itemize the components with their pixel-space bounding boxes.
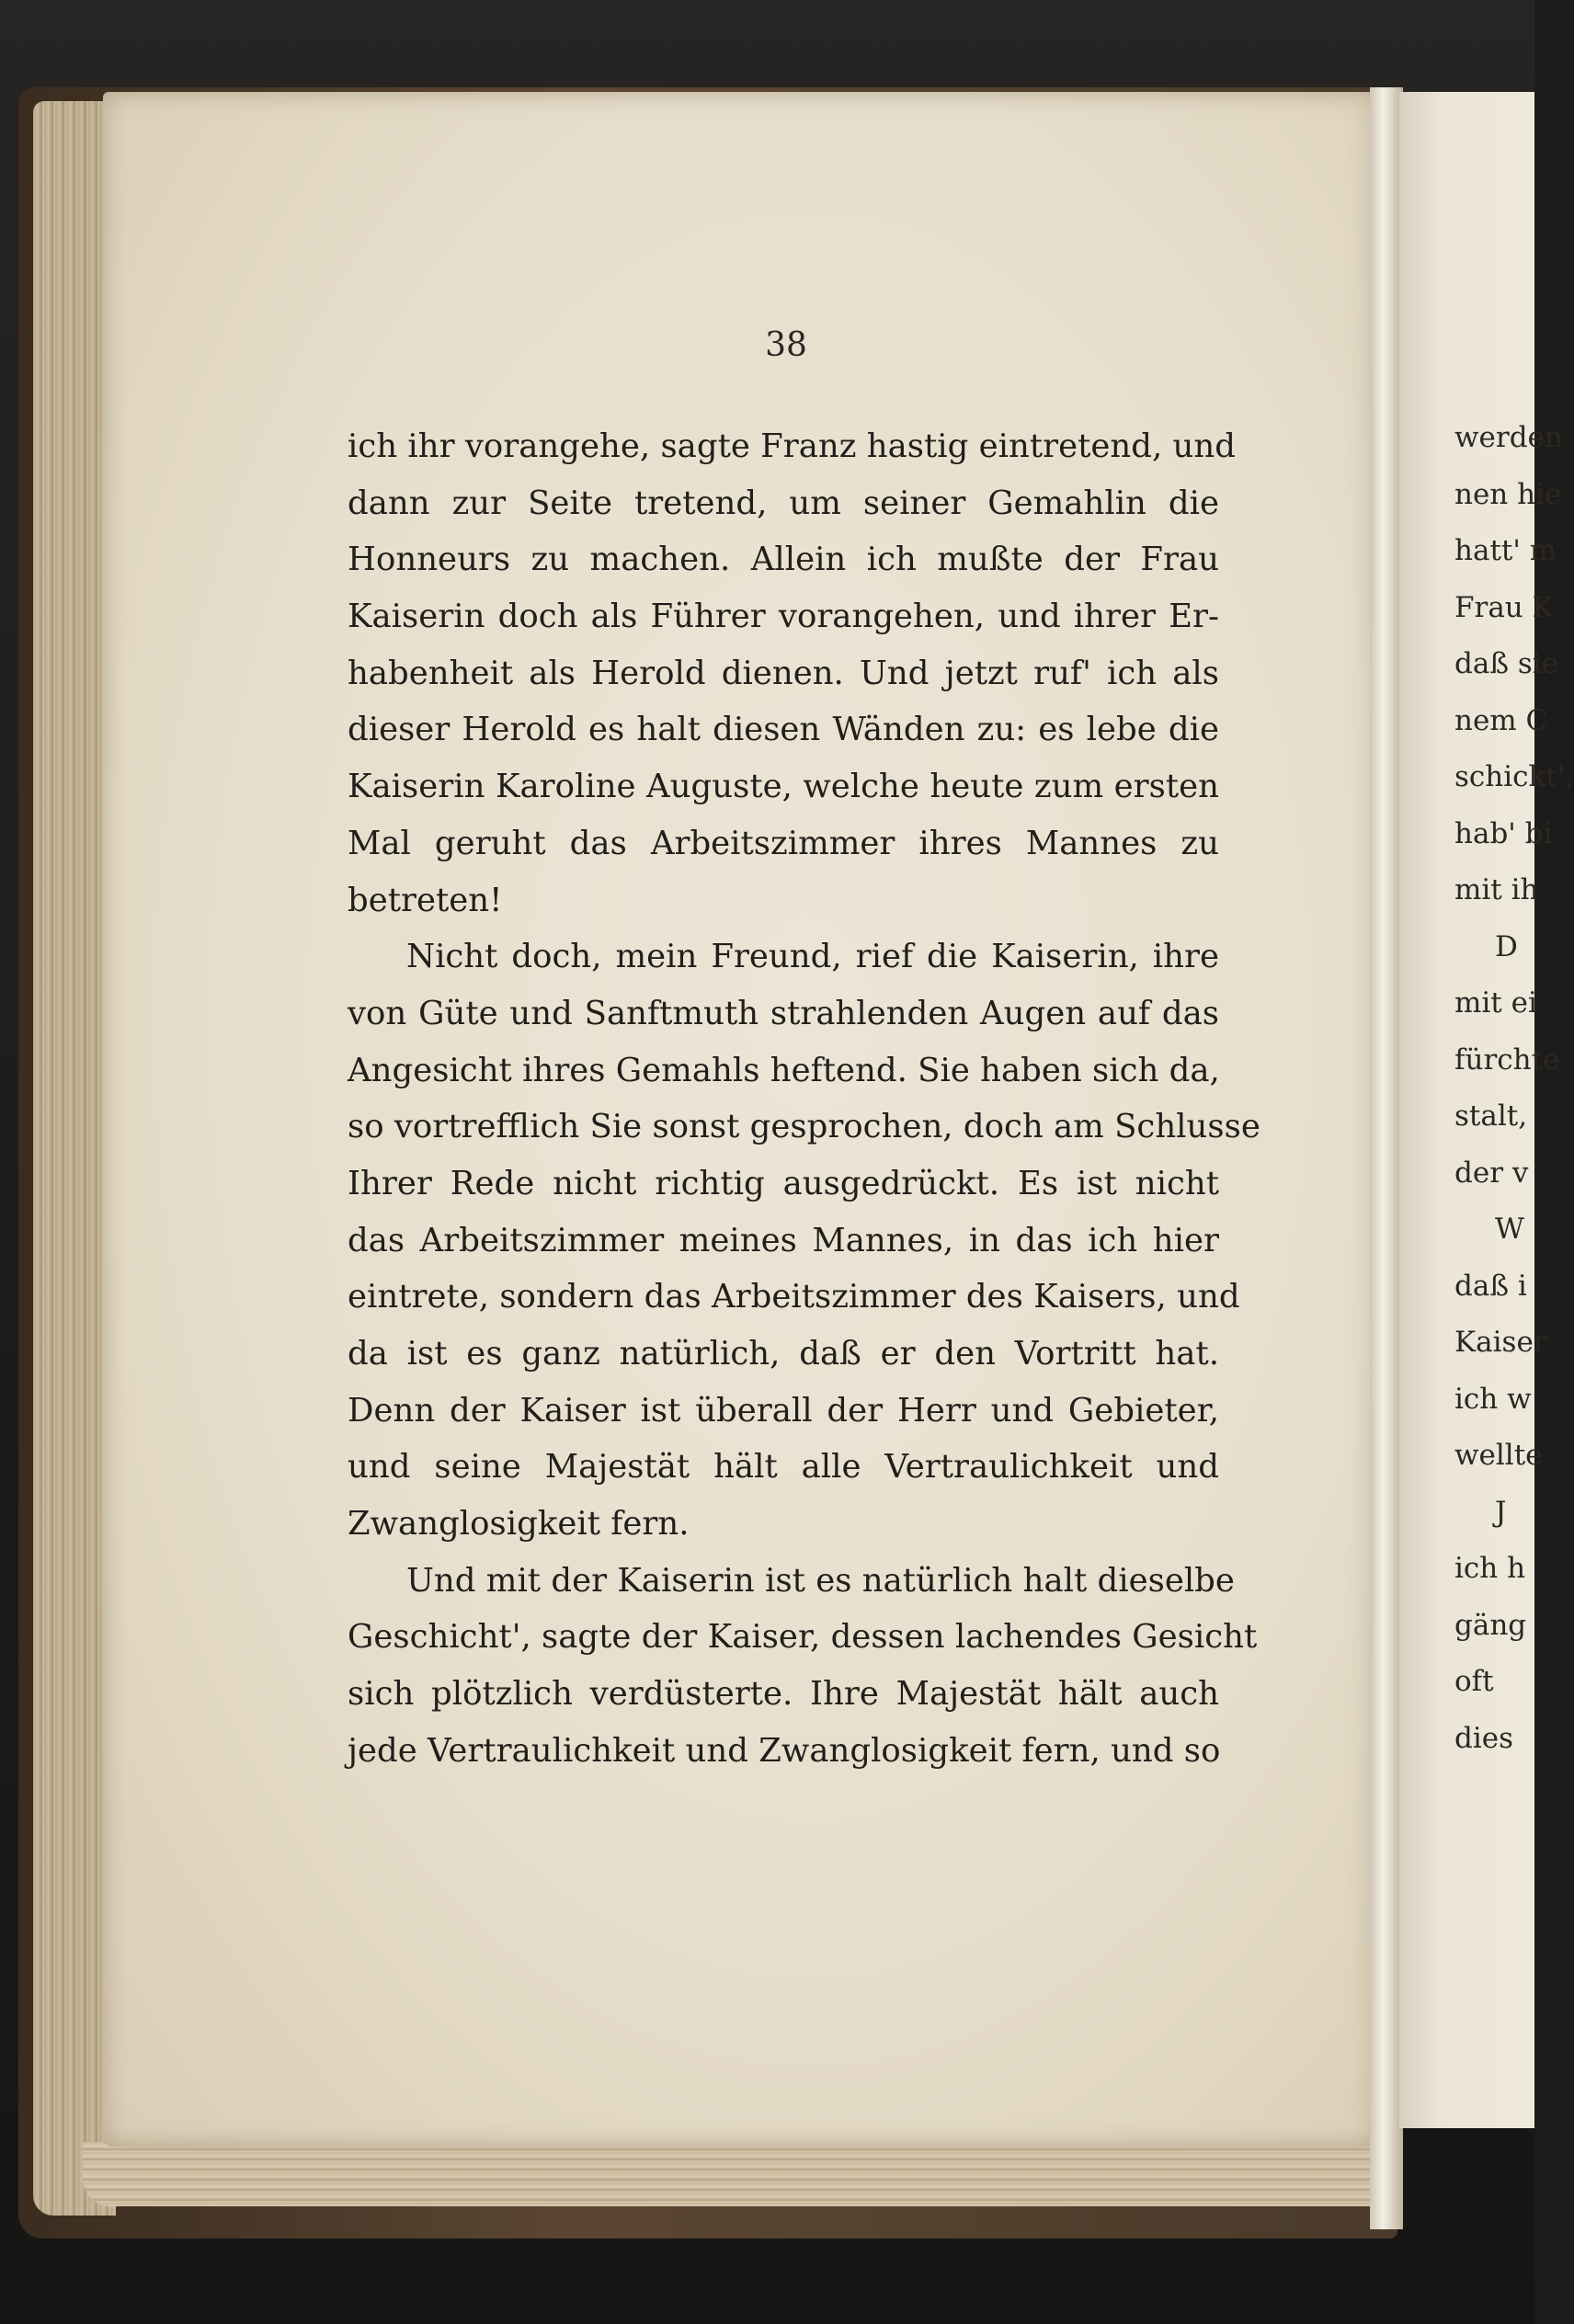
text-line: so vortrefflich Sie sonst gesprochen, doch am Schlusse [348, 1108, 1260, 1146]
fragment-line: hatt' m [1454, 534, 1557, 567]
book-gutter [1370, 87, 1403, 2229]
text-line: Nicht doch, mein Freund, rief die Kaiserin, ihre [406, 938, 1219, 976]
text-line: Kaiserin Karoline Auguste, welche heute zum ersten [348, 768, 1219, 806]
fragment-line: Kaiser [1454, 1326, 1547, 1359]
text-line: ich ihr vorangehe, sagte Franz hastig eintretend, und [348, 427, 1236, 465]
text-line: dieser Herold es halt diesen Wänden zu: es lebe die [348, 711, 1219, 749]
fragment-line: werden [1454, 421, 1563, 454]
fragment-line: der v [1454, 1156, 1529, 1190]
fragment-line: mit ei [1454, 986, 1537, 1020]
fragment-line: dies [1454, 1721, 1514, 1755]
text-line: Denn der Kaiser ist überall der Herr und Gebieter, [348, 1391, 1219, 1430]
text-line: Mal geruht das Arbeitszimmer ihres Mannes zu [348, 824, 1219, 862]
fragment-line: Frau K [1454, 590, 1554, 624]
text-line: Kaiserin doch als Führer vorangehen, und ihrer Er- [348, 598, 1219, 636]
text-line: jede Vertraulichkeit und Zwanglosigkeit fern, und so [348, 1731, 1221, 1770]
page-body-text [348, 418, 1260, 1780]
fragment-line: W [1495, 1213, 1524, 1246]
fragment-line: mit ih [1454, 873, 1539, 906]
fragment-line: gäng [1454, 1608, 1527, 1642]
fragment-line: daß i [1454, 1269, 1527, 1303]
fragment-line: hab' bi [1454, 816, 1553, 850]
text-line: eintrete, sondern das Arbeitszimmer des Kaisers, und [348, 1278, 1240, 1316]
page-edges-bottom [83, 2142, 1397, 2206]
fragment-line: ich w [1454, 1382, 1532, 1416]
fragment-line: ich h [1454, 1552, 1526, 1585]
text-line: dann zur Seite tretend, um seiner Gemahlin die [348, 484, 1219, 522]
fragment-line: stalt, [1454, 1099, 1528, 1133]
text-line: sich plötzlich verdüsterte. Ihre Majestät hält auch [348, 1675, 1219, 1714]
fragment-line: J [1495, 1495, 1507, 1529]
fragment-line: nen hie [1454, 477, 1562, 511]
fragment-line: wellte [1454, 1439, 1543, 1472]
text-line: und seine Majestät hält alle Vertraulichkeit und [348, 1448, 1219, 1487]
page-number: 38 [765, 326, 807, 364]
text-line: betreten! [348, 881, 503, 919]
text-line: Geschicht', sagte der Kaiser, dessen lachendes Gesicht [348, 1618, 1258, 1657]
text-line: da ist es ganz natürlich, daß er den Vortritt hat. [348, 1335, 1219, 1373]
text-line: Honneurs zu machen. Allein ich mußte der Frau [348, 541, 1219, 579]
fragment-line: schickt', [1454, 760, 1574, 793]
text-line: von Güte und Sanftmuth strahlenden Augen auf das [348, 994, 1219, 1032]
text-line: Und mit der Kaiserin ist es natürlich halt dieselbe [406, 1561, 1235, 1600]
fragment-line: daß sie [1454, 647, 1559, 680]
fragment-line: fürchte [1454, 1042, 1560, 1077]
next-page-fragments [1454, 410, 1574, 1767]
fragment-line: D [1495, 929, 1518, 963]
text-line: das Arbeitszimmer meines Mannes, in das ich hier [348, 1221, 1219, 1259]
text-line: Angesicht ihres Gemahls heftend. Sie haben sich da, [348, 1051, 1220, 1089]
text-line: habenheit als Herold dienen. Und jetzt ruf' ich als [348, 654, 1219, 692]
text-line: Ihrer Rede nicht richtig ausgedrückt. Es ist nicht [348, 1164, 1219, 1202]
fragment-line: oft [1454, 1665, 1494, 1698]
text-line: Zwanglosigkeit fern. [348, 1505, 690, 1544]
fragment-line: nem C [1454, 703, 1548, 737]
